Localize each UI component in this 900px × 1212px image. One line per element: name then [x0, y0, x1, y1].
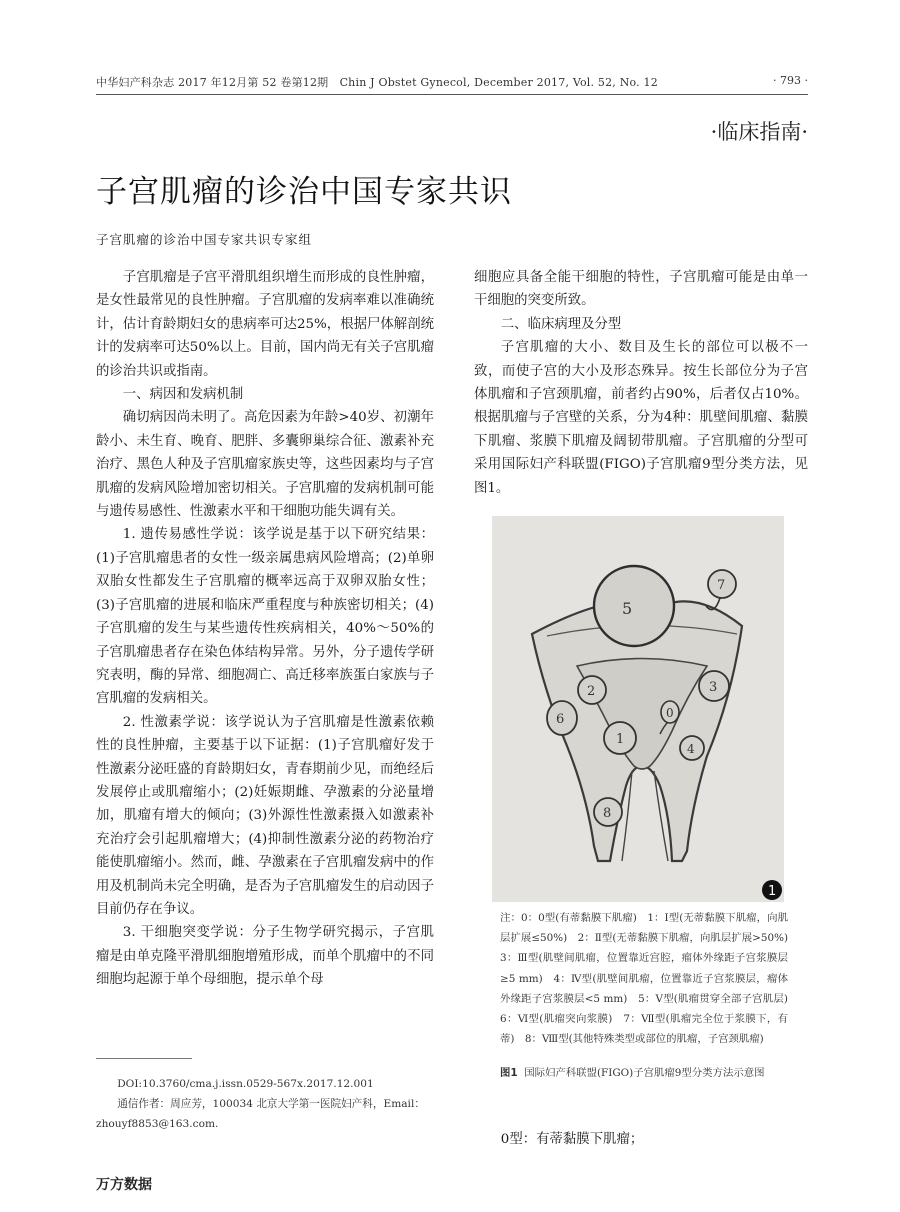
doi-line: DOI:10.3760/cma.j.issn.0529-567x.2017.12.001 [117, 1078, 374, 1090]
figure-caption [500, 1064, 788, 1083]
footnote-separator [96, 1058, 192, 1059]
article-title: 子宫肌瘤的诊治中国专家共识 [96, 174, 512, 210]
section-label: ·临床指南· [710, 120, 808, 144]
paragraph-type-0: 0型：有蒂黏膜下肌瘤； [500, 1132, 644, 1147]
article-authors: 子宫肌瘤的诊治中国专家共识专家组 [96, 232, 313, 247]
fibroid-label-5: 5 [622, 599, 633, 618]
fibroid-type-5 [594, 566, 674, 646]
fibroid-label-0: 0 [666, 706, 674, 720]
journal-header: 中华妇产科杂志 2017 年12月第 52 卷第12期 Chin J Obstet Gynecol, December 2017, Vol. 52, No. 12 [96, 76, 658, 89]
figo-classification-figure [492, 516, 784, 902]
fibroid-label-3: 3 [709, 680, 718, 695]
paragraph-intro: 子宫肌瘤是子宫平滑肌组织增生而形成的良性肿瘤，是女性最常见的良性肿瘤。子宫肌瘤的发病率难以准确统计，估计育龄期妇女的患病率可达25%，根据尸体解剖统计的发病率可达50%以上。目前，国内尚无有关子宫肌瘤的诊治共识或指南。 [96, 270, 434, 379]
fibroid-label-4: 4 [687, 742, 695, 756]
page-number: · 793 · [773, 74, 808, 87]
corresponding-author: 通信作者：周应芳，100034 北京大学第一医院妇产科，Email： [117, 1098, 425, 1110]
fibroid-label-1: 1 [616, 732, 625, 747]
header-rule [96, 94, 808, 95]
fibroid-label-2: 2 [587, 684, 596, 699]
left-column [96, 266, 434, 992]
paragraph-genetic-theory: 1. 遗传易感性学说：该学说是基于以下研究结果：(1)子宫肌瘤患者的女性一级亲属患病风险增高；(2)单卵双胎女性都发生子宫肌瘤的概率远高于双卵双胎女性；(3)子宫肌瘤的进展和临床严重程度与种族密切相关；(4)子宫肌瘤的发生与某些遗传性疾病相关，40%～50%的子宫肌瘤患者存在染色体结构异常。另外，分子遗传学研究表明，酶的异常、细胞凋亡、高迁移率族蛋白家族与子宫肌瘤的发病相关。 [96, 527, 434, 707]
paragraph-risk-factors: 确切病因尚未明了。高危因素为年龄>40岁、初潮年龄小、未生育、晚育、肥胖、多囊卵巢综合征、激素补充治疗、黑色人种及子宫肌瘤家族史等，这些因素均与子宫肌瘤的发病风险增加密切相关。子宫肌瘤的发病机制可能与遗传易感性、性激素水平和干细胞功能失调有关。 [96, 410, 434, 520]
figure-note: 注：0：0型(有蒂黏膜下肌瘤) 1：Ⅰ型(无蒂黏膜下肌瘤，向肌层扩展≤50%) 2：Ⅱ型(无蒂黏膜下肌瘤，向肌层扩展>50%) 3：Ⅲ型(肌壁间肌瘤，位置靠近宫腔，瘤体外缘距子宫浆膜层≥5 mm) 4：Ⅳ型(肌壁间肌瘤，位置靠近子宫浆膜层，瘤体外缘距子宫浆膜层<5 mm) 5：Ⅴ型(肌瘤贯穿全部子宫肌层) 6：Ⅵ型(肌瘤突向浆膜) 7：Ⅶ型(肌瘤完全位于浆膜下，有蒂) 8：Ⅷ型(其他特殊类型或部位的肌瘤，子宫颈肌瘤) [500, 912, 799, 1046]
figure-caption-text: 国际妇产科联盟(FIGO)子宫肌瘤9型分类方法示意图 [524, 1067, 765, 1079]
right-column [474, 266, 808, 500]
paragraph-stem-cell-cont: 细胞应具备全能干细胞的特性，子宫肌瘤可能是由单一干细胞的突变所致。 [474, 270, 808, 309]
heading-etiology: 一、病因和发病机制 [122, 387, 244, 403]
fibroid-label-7: 7 [717, 578, 726, 593]
figure-badge-label: 1 [768, 884, 777, 899]
paragraph-hormone-theory: 2. 性激素学说：该学说认为子宫肌瘤是性激素依赖性的良性肿瘤，主要基于以下证据：(1)子宫肌瘤好发于性激素分泌旺盛的育龄期妇女，青春期前少见，而绝经后发展停止或肌瘤缩小；(2)妊娠期雌、孕激素的分泌量增加，肌瘤有增大的倾向；(3)外源性性激素摄入如激素补充治疗会引起肌瘤增大；(4)抑制性激素分泌的药物治疗能使肌瘤缩小。然而，雌、孕激素在子宫肌瘤发病中的作用及机制尚未完全明确，是否为子宫肌瘤发生的启动因子目前仍存在争议。 [96, 714, 434, 917]
paragraph-stem-cell-theory: 3. 干细胞突变学说：分子生物学研究揭示，子宫肌瘤是由单克隆平滑肌细胞增殖形成，而单个肌瘤中的不同细胞均起源于单个母细胞，提示单个母 [96, 925, 434, 988]
author-email: zhouyf8853@163.com. [96, 1118, 219, 1130]
right-column-bottom [474, 1128, 808, 1151]
heading-pathology: 二、临床病理及分型 [500, 316, 622, 332]
footnotes [96, 1074, 432, 1134]
fibroid-label-8: 8 [603, 806, 612, 821]
watermark-brand: 万方数据 [96, 1177, 152, 1193]
figure-caption-label: 图1 [500, 1067, 518, 1079]
fibroid-label-6: 6 [556, 712, 565, 727]
paragraph-classification: 子宫肌瘤的大小、数目及生长的部位可以极不一致，而使子宫的大小及形态殊异。按生长部位分为子宫体肌瘤和子宫颈肌瘤，前者约占90%，后者仅占10%。根据肌瘤与子宫壁的关系，分为4种：肌壁间肌瘤、黏膜下肌瘤、浆膜下肌瘤及阔韧带肌瘤。子宫肌瘤的分型可采用国际妇产科联盟(FIGO)子宫肌瘤9型分类方法，见图1。 [474, 340, 808, 496]
